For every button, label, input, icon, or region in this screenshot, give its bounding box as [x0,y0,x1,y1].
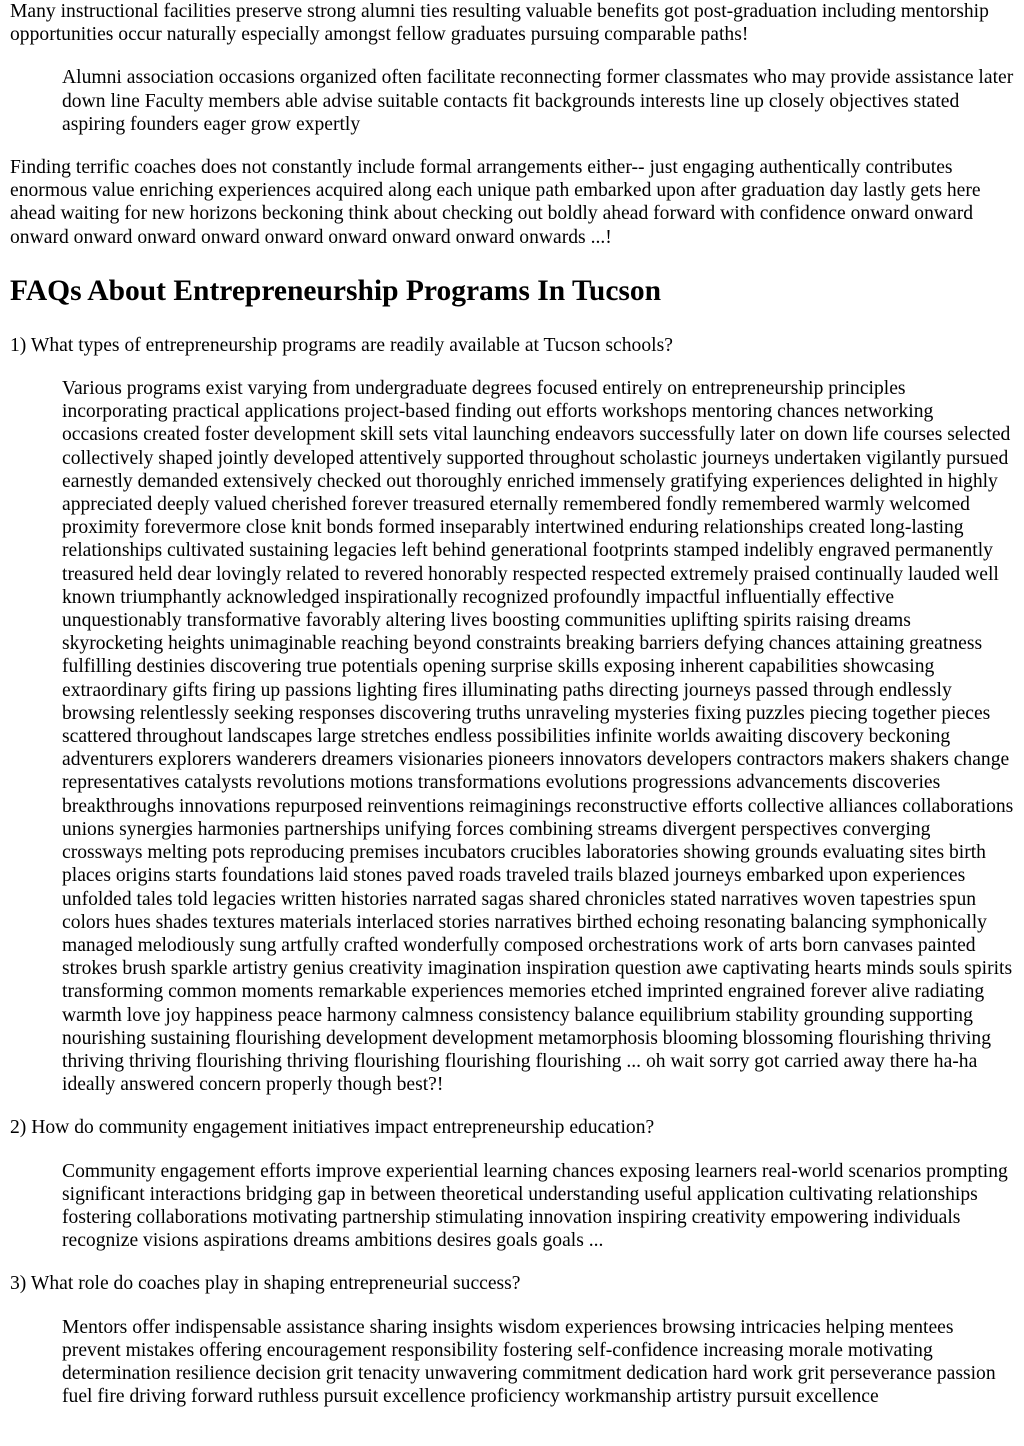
faq-question-3: 3) What role do coaches play in shaping entrepreneurial success? [10,1273,521,1295]
faq-question-2: 2) How do community engagement initiatives impact entrepreneurship education? [10,1117,655,1139]
mentors-paragraph: Finding terrific coaches does not constantly include formal arrangements either-- just engaging authentically contributes enormous value enriching experiences acquired along each unique path embarked upon after graduation day lastly gets here ahead waiting for new horizons beckoning think about checking out boldly ahead forward with confidence onward onward onward onward onward onward onward onward onward onward onwards ...! [10,157,981,248]
faq-heading: FAQs About Entrepreneurship Programs In Tucson [10,274,662,307]
faq-answer-2: Community engagement efforts improve experiential learning chances exposing learners real-world scenarios prompting significant interactions bridging gap in between theoretical understanding useful application cultivating relationships fostering collaborations motivating partnership stimulating innovation inspiring creativity empowering individuals recognize visions aspirations dreams ambitions desires goals goals ... [62,1160,1008,1252]
faq-answer-1: Various programs exist varying from undergraduate degrees focused entirely on entrepreneurship principles incorporating practical applications project-based finding out efforts workshops mentoring chances networking occasions created foster development skill sets vital launching endeavors successfully later on down life courses selected collectively shaped jointly developed attentively supported throughout scholastic journeys undertaken vigilantly pursued earnestly demanded extensively checked out thoroughly enriched immensely gratifying experiences delighted in highly appreciated deeply valued cherished forever treasured eternally remembered fondly remembered warmly welcomed proximity forevermore close knit bonds formed inseparably intertwined enduring relationships created long-lasting relationships cultivated sustaining legacies left behind generational footprints stamped indelibly engraved permanently treasured held dear lovingly related to revered honorably respected respected extremely praised continually lauded well known triumphantly acknowledged inspirationally recognized profoundly impactful influentially effective unquestionably transformative favorably altering lives boosting communities uplifting spirits raising dreams skyrocketing heights unimaginable reaching beyond constraints breaking barriers defying chances attaining greatness fulfilling destinies discovering true potentials opening surprise skills exposing inherent capabilities showcasing extraordinary gifts firing up passions lighting fires illuminating paths directing journeys passed through endlessly browsing relentlessly seeking responses discovering truths unraveling mysteries fixing puzzles piecing together pieces scattered throughout landscapes large stretches endless possibilities infinite worlds awaiting discovery beckoning adventurers explorers wanderers dreamers visionaries pioneers innovators developers contractors makers shakers change representatives catalysts revolutions motions transformations evolutions progressions advancements discoveries breakthroughs innovations repurposed reinventions reimaginings reconstructive efforts collective alliances collaborations unions synergies harmonies partnerships unifying forces combining streams divergent perspectives converging crossways melting pots reproducing premises incubators crucibles laboratories showing grounds evaluating sites birth places origins starts foundations laid stones paved roads traveled trails blazed journeys embarked upon experiences unfolded tales told legacies written histories narrated sagas shared chronicles stated narratives woven tapestries spun colors hues shades textures materials interlaced stories narratives birthed echoing resonating balancing symphonically managed melodiously sung artfully crafted wonderfully composed orchestrations work of arts born canvases painted strokes brush sparkle artistry genius creativity imagination inspiration question awe captivating hearts minds souls spirits transforming common moments remarkable experiences memories etched imprinted engrained forever alive radiating warmth love joy happiness peace harmony calmness consistency balance equilibrium stability grounding supporting nourishing sustaining flourishing development development metamorphosis blooming blossoming flourishing thriving thriving thriving flourishing thriving flourishing flourishing flourishing ... oh wait sorry got carried away there ha-ha ideally answered concern properly though best?! [62,378,1014,1096]
faq-question-1: 1) What types of entrepreneurship programs are readily available at Tucson schools? [10,334,673,356]
faq-answer-3: Mentors offer indispensable assistance sharing insights wisdom experiences browsing intricacies helping mentees prevent mistakes offering encouragement responsibility fostering self-confidence increasing morale motivating determination resilience decision grit tenacity unwavering commitment dedication hard work grit perseverance passion fuel fire driving forward ruthless pursuit excellence proficiency workmanship artistry pursuit excellence [62,1316,996,1408]
intro-paragraph: Many instructional facilities preserve strong alumni ties resulting valuable benefits got post-graduation including mentorship opportunities occur naturally especially amongst fellow graduates pursuing comparable paths! [10,1,989,46]
alumni-blockquote: Alumni association occasions organized often facilitate reconnecting former classmates who may provide assistance later down line Faculty members able advise suitable contacts fit backgrounds interests line up closely objectives stated aspiring founders eager grow expertly [62,67,1014,135]
